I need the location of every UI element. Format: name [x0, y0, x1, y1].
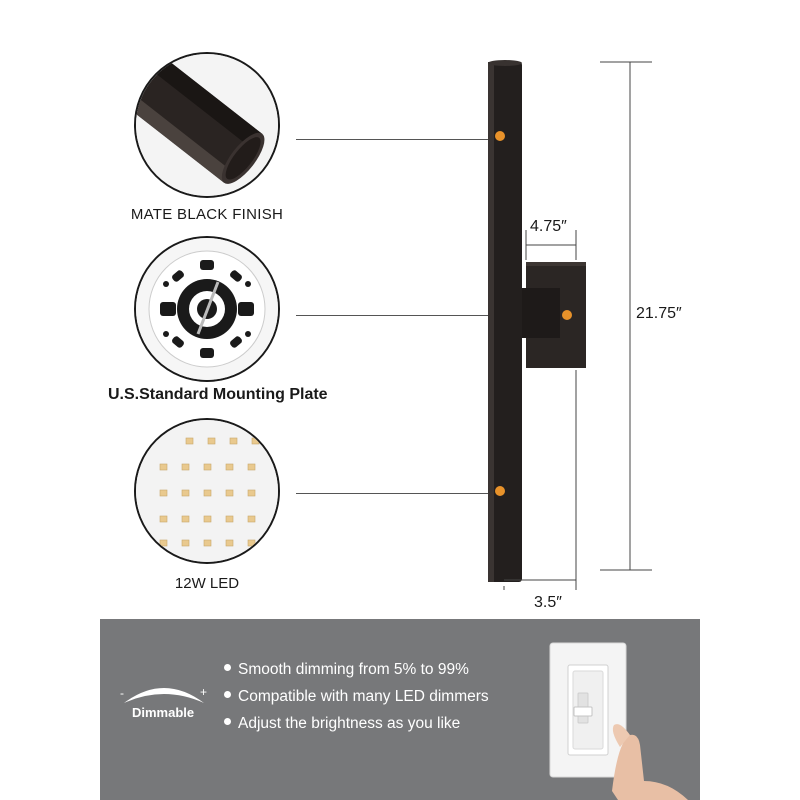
finish-label: MATE BLACK FINISH	[130, 206, 284, 223]
led-chip	[186, 438, 193, 444]
led-chip	[252, 438, 259, 444]
finish-callout-line	[296, 139, 488, 140]
dimming-panel	[100, 619, 700, 800]
led-chip	[204, 540, 211, 546]
led-chip	[226, 490, 233, 496]
finish-closeup-icon	[134, 52, 280, 198]
feature-item	[224, 661, 469, 679]
led-chip	[230, 438, 237, 444]
led-grid-icon	[134, 418, 280, 564]
dimmable-label: Dimmable	[132, 705, 195, 720]
dim-minus: -	[120, 686, 124, 700]
feature-item	[224, 688, 489, 706]
mounting-plate-icon	[134, 236, 280, 382]
led-chip	[182, 516, 189, 522]
led-callout-line	[296, 493, 488, 494]
led-chip	[182, 490, 189, 496]
led-chip	[182, 540, 189, 546]
led-chip	[204, 516, 211, 522]
bullet-icon	[224, 664, 231, 671]
feature-text: Smooth dimming from 5% to 99%	[238, 661, 469, 678]
led-chip	[182, 464, 189, 470]
feature-item	[224, 715, 460, 733]
led-chip	[248, 464, 255, 470]
led-chip	[248, 490, 255, 496]
led-label: 12W LED	[174, 575, 240, 592]
led-chip	[204, 490, 211, 496]
led-chip	[226, 516, 233, 522]
bullet-icon	[224, 691, 231, 698]
led-chip	[226, 540, 233, 546]
extension-dimension: 3.5″	[534, 594, 562, 611]
led-chip	[160, 490, 167, 496]
led-chip	[160, 516, 167, 522]
bullet-icon	[224, 718, 231, 725]
dimmer-switch-icon	[548, 641, 700, 800]
height-dimension: 21.75″	[636, 305, 682, 322]
mount-label: U.S.Standard Mounting Plate	[108, 386, 328, 403]
led-chip	[160, 540, 167, 546]
led-chip	[204, 464, 211, 470]
led-chip	[208, 438, 215, 444]
dim-plus: +	[200, 685, 208, 699]
led-chip	[226, 464, 233, 470]
led-chip	[160, 464, 167, 470]
led-chip	[248, 540, 255, 546]
feature-text: Adjust the brightness as you like	[238, 715, 461, 732]
wall-sconce-drawing	[480, 50, 720, 590]
backplate-width-dimension: 4.75″	[530, 218, 567, 235]
feature-text: Compatible with many LED dimmers	[238, 688, 489, 705]
led-chip	[248, 516, 255, 522]
